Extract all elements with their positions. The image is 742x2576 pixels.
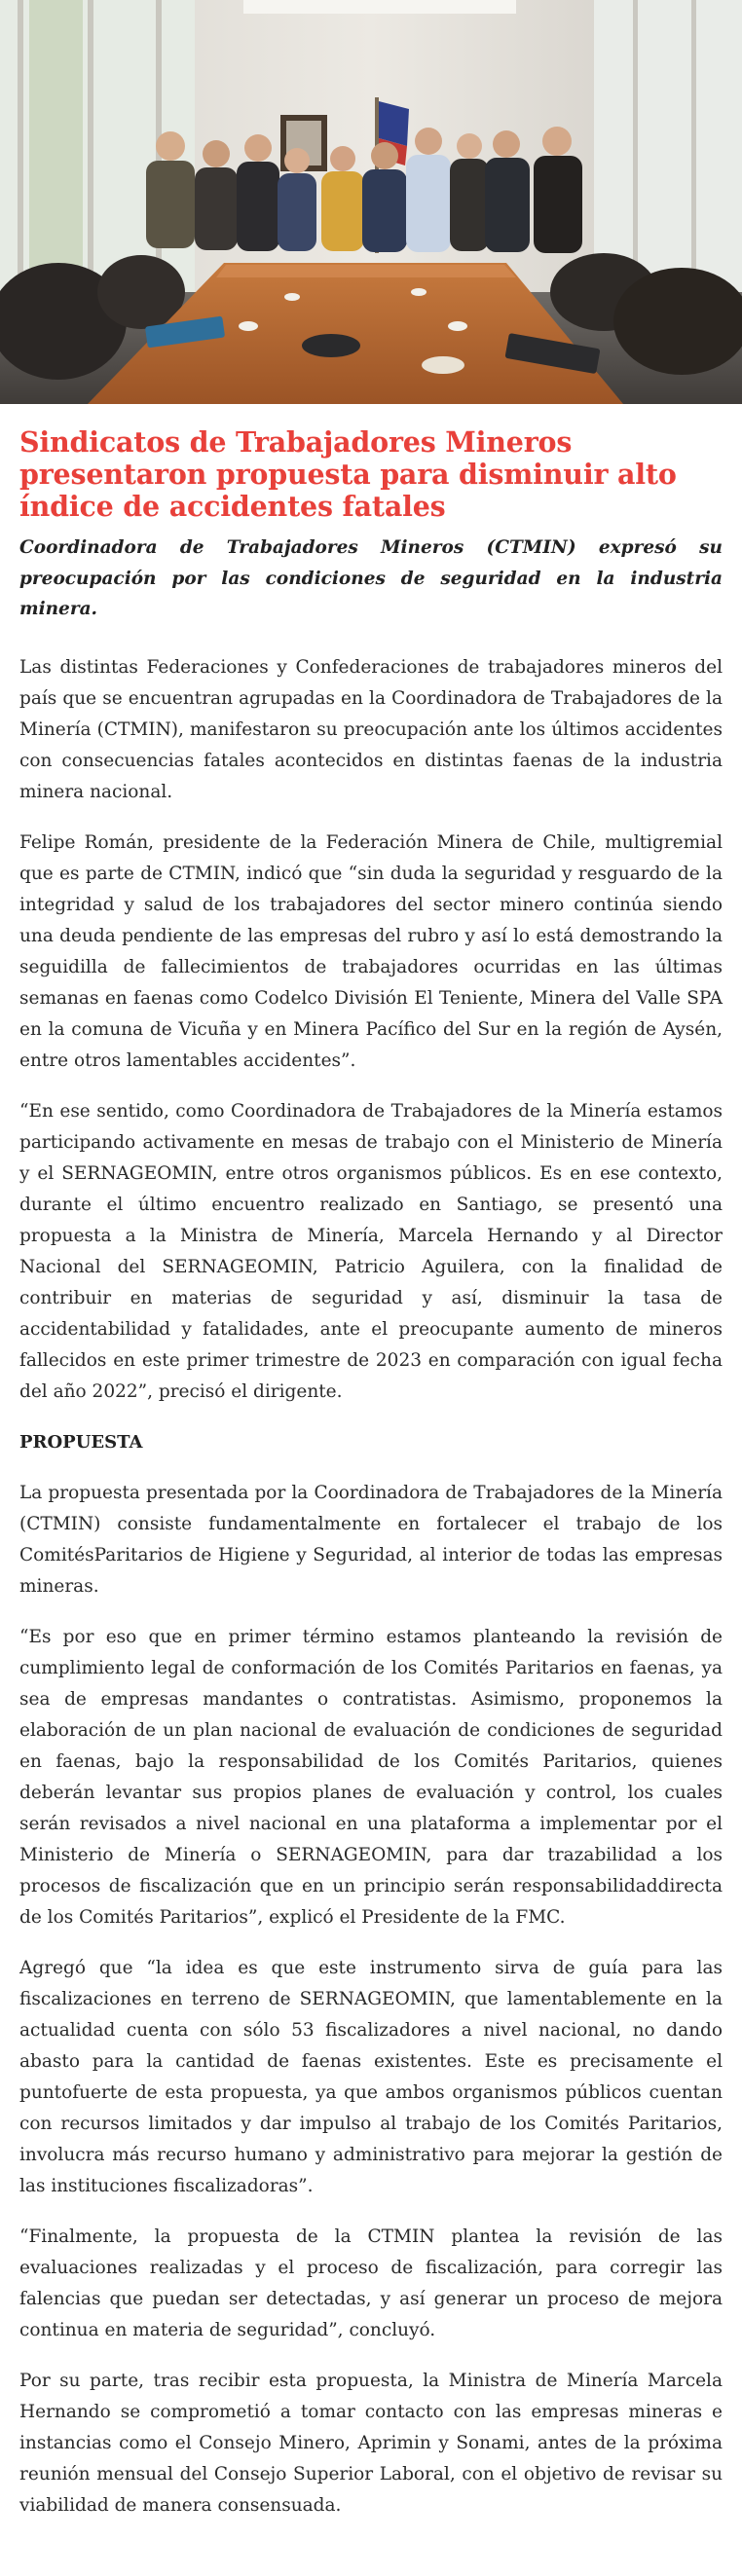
article [0, 404, 742, 2521]
article-paragraph-2: Felipe Román, presidente de la Federación Minera de Chile, multigremial que es parte de CTMIN, indicó que “sin duda la seguridad y resguardo de la integridad y salud de los trabajadores del sector minero continúa siendo una deuda pendiente de las empresas del rubro y así lo está demostrando la seguidilla de fallecimientos de trabajadores ocurridas en las últimas semanas en faenas como Codelco División El Teniente, Minera del Valle SPA en la comuna de Vicuña y en Minera Pacífico del Sur en la región de Aysén, entre otros lamentables accidentes”. [19, 831, 723, 1071]
article-paragraph-5: “Es por eso que en primer término estamos planteando la revisión de cumplimiento legal de conformación de los Comités Paritarios en faenas, ya sea de empresas mandantes o contratistas. Asimismo, proponemos la elaboración de un plan nacional de evaluación de condiciones de seguridad en faenas, bajo la responsabilidad de los Comités Paritarios, quienes deberán levantar sus propios planes de evaluación y control, los cuales serán revisados a nivel nacional en una plataforma a implementar por el Ministerio de Minería o SERNAGEOMIN, para dar trazabilidad a los procesos de fiscalización que en un principio serán responsabilidaddirecta de los Comités Paritarios”, explicó el Presidente de la FMC. [19, 1626, 723, 1928]
article-paragraph-6: Agregó que “la idea es que este instrumento sirva de guía para las fiscalizaciones en terreno de SERNAGEOMIN, que lamentablemente en la actualidad cuenta con sólo 53 fiscalizadores a nivel nacional, no dando abasto para la cantidad de faenas existentes. Este es precisamente el puntofuerte de esta propuesta, ya que ambos organismos públicos cuentan con recursos limitados y dar impulso al trabajo de los Comités Paritarios, involucra más recurso humano y administrativo para mejorar la gestión de las instituciones fiscalizadoras”. [19, 1957, 723, 2196]
meeting-photo-illustration [0, 0, 742, 404]
article-paragraph-1: Las distintas Federaciones y Confederaciones de trabajadores mineros del país que se encuentran agrupadas en la Coordinadora de Trabajadores de la Minería (CTMIN), manifestaron su preocupación ante los últimos accidentes con consecuencias fatales acontecidos en distintas faenas de la industria minera nacional. [19, 656, 723, 802]
article-paragraph-7: “Finalmente, la propuesta de la CTMIN plantea la revisión de las evaluaciones realizadas y el proceso de fiscalización, para corregir las falencias que puedan ser detectadas, y así generar un proceso de mejora continua en materia de seguridad”, concluyó. [19, 2226, 723, 2340]
article-lead: Coordinadora de Trabajadores Mineros (CTMIN) expresó su preocupación por las condiciones de seguridad en la industria minera. [19, 537, 723, 619]
article-paragraph-8: Por su parte, tras recibir esta propuesta, la Ministra de Minería Marcela Hernando se comprometió a tomar contacto con las empresas mineras e instancias como el Consejo Minero, Aprimin y Sonami, antes de la próxima reunión mensual del Consejo Superior Laboral, con el objetivo de revisar su viabilidad de manera consensuada. [19, 2370, 723, 2516]
article-paragraph-3: “En ese sentido, como Coordinadora de Trabajadores de la Minería estamos participando activamente en mesas de trabajo con el Ministerio de Minería y el SERNAGEOMIN, entre otros organismos públicos. Es en ese contexto, durante el último encuentro realizado en Santiago, se presentó una propuesta a la Ministra de Minería, Marcela Hernando y al Director Nacional del SERNAGEOMIN, Patricio Aguilera, con la finalidad de contribuir en materias de seguridad y así, disminuir la tasa de accidentabilidad y fatalidades, ante el preocupante aumento de mineros fallecidos en este primer trimestre de 2023 en comparación con igual fecha del año 2022”, precisó el dirigente. [19, 1100, 723, 1402]
article-paragraph-4: La propuesta presentada por la Coordinadora de Trabajadores de la Minería (CTMIN) consiste fundamentalmente en fortalecer el trabajo de los ComitésParitarios de Higiene y Seguridad, al interior de todas las empresas mineras. [19, 1482, 723, 1597]
section-heading-propuesta: PROPUESTA [19, 1431, 143, 1453]
hero-photo [0, 0, 742, 404]
article-title: Sindicatos de Trabajadores Mineros presentaron propuesta para disminuir alto índice de accidentes fatales [19, 425, 677, 523]
